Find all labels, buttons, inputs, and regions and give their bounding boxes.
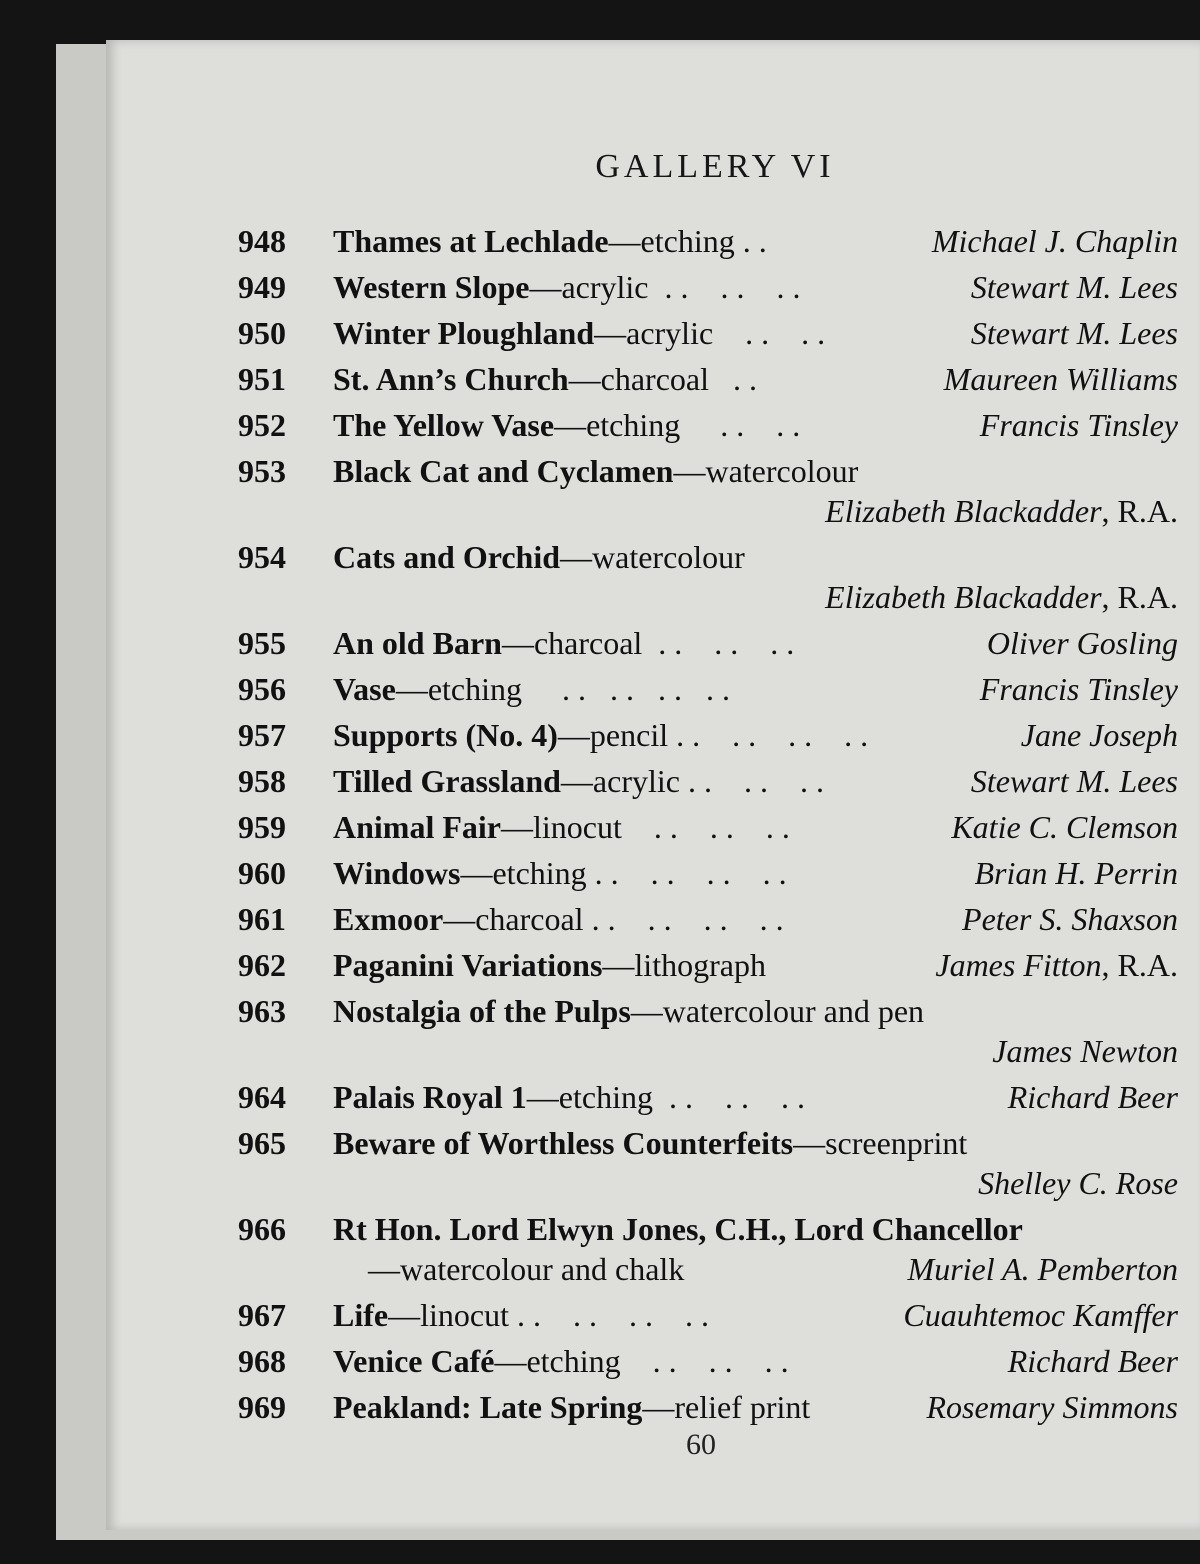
entry-medium: —watercolour and pen xyxy=(630,993,925,1029)
entry-artist: Stewart M. Lees xyxy=(970,269,1178,305)
entry-title: Rt Hon. Lord Elwyn Jones, C.H., Lord Chancellor xyxy=(333,1211,1023,1247)
entry-title: Black Cat and Cyclamen xyxy=(333,453,674,489)
entry-number: 967 xyxy=(238,1297,286,1333)
catalogue-entry xyxy=(238,218,1178,264)
catalogue-list xyxy=(238,218,1178,1430)
entry-artist: Michael J. Chaplin xyxy=(931,223,1178,259)
entry-artist: Maureen Williams xyxy=(943,361,1178,397)
entry-artist: Oliver Gosling xyxy=(986,625,1178,661)
entry-medium: —acrylic xyxy=(529,269,649,305)
entry-artist: James Fitton xyxy=(935,947,1102,983)
entry-number: 956 xyxy=(238,671,286,707)
gallery-title: GALLERY VI xyxy=(595,148,835,185)
entry-title: Nostalgia of the Pulps xyxy=(333,993,631,1029)
entry-number: 959 xyxy=(238,809,286,845)
catalogue-entry xyxy=(238,1120,1178,1206)
entry-medium: —watercolour and chalk xyxy=(368,1251,685,1287)
entry-leader: . . . . . . xyxy=(648,269,801,305)
catalogue-entry xyxy=(238,758,1178,804)
entry-title: Cats and Orchid xyxy=(333,539,561,575)
entry-artist: Katie C. Clemson xyxy=(951,809,1178,845)
entry-number: 953 xyxy=(238,453,286,489)
entry-artist: Francis Tinsley xyxy=(979,671,1178,707)
entry-number: 949 xyxy=(238,269,286,305)
catalogue-entry xyxy=(238,264,1178,310)
entry-title: An old Barn xyxy=(333,625,502,661)
entry-number: 958 xyxy=(238,763,286,799)
entry-title: Vase xyxy=(333,671,396,707)
entry-title: Tilled Grassland xyxy=(333,763,561,799)
entry-number: 962 xyxy=(238,947,286,983)
entry-medium: —relief print xyxy=(642,1389,811,1425)
entry-number: 964 xyxy=(238,1079,286,1115)
entry-title: Windows xyxy=(333,855,461,891)
entry-title: Paganini Variations xyxy=(333,947,603,983)
entry-title: Animal Fair xyxy=(333,809,501,845)
entry-medium: —etching xyxy=(395,671,523,707)
entry-artist: James Newton xyxy=(992,1033,1178,1069)
entry-artist: Stewart M. Lees xyxy=(970,315,1178,351)
entry-leader: . . . . xyxy=(713,315,826,351)
entry-title: Life xyxy=(333,1297,389,1333)
entry-leader: . . xyxy=(709,361,757,397)
entry-medium: —etching xyxy=(526,1079,653,1115)
entry-medium: —linocut xyxy=(388,1297,509,1333)
catalogue-entry xyxy=(238,1292,1178,1338)
catalogue-entry xyxy=(238,712,1178,758)
entry-artist: Shelley C. Rose xyxy=(978,1165,1178,1201)
entry-medium: —etching xyxy=(554,407,681,443)
catalogue-entry xyxy=(238,1338,1178,1384)
entry-leader: . . . . xyxy=(680,407,801,443)
entry-leader: . . . . . . . . xyxy=(522,671,731,707)
entry-title: Peakland: Late Spring xyxy=(333,1389,643,1425)
catalogue-entry xyxy=(238,896,1178,942)
entry-title: Supports (No. 4) xyxy=(333,717,558,753)
entry-artist: Cuauhtemoc Kamffer xyxy=(903,1297,1178,1333)
catalogue-entry xyxy=(238,1206,1178,1292)
entry-number: 968 xyxy=(238,1343,286,1379)
entry-leader: . . xyxy=(734,223,767,259)
entry-medium: —watercolour xyxy=(560,539,745,575)
entry-leader: . . . . . . . . xyxy=(586,855,787,891)
entry-medium: —etching xyxy=(460,855,587,891)
catalogue-entry xyxy=(238,310,1178,356)
catalogue-entry xyxy=(238,356,1178,402)
entry-leader: . . . . . . . . xyxy=(508,1297,709,1333)
entry-number: 952 xyxy=(238,407,286,443)
entry-medium: —pencil xyxy=(557,717,669,753)
entry-title: Winter Ploughland xyxy=(333,315,595,351)
entry-medium: —etching xyxy=(608,223,735,259)
entry-title: The Yellow Vase xyxy=(333,407,555,443)
entry-title: Exmoor xyxy=(333,901,444,937)
entry-artist-suffix: , R.A. xyxy=(1101,493,1178,529)
entry-artist: Brian H. Perrin xyxy=(974,855,1178,891)
entry-artist: Jane Joseph xyxy=(1020,717,1178,753)
entry-artist-suffix: , R.A. xyxy=(1101,947,1178,983)
entry-title: Venice Café xyxy=(333,1343,495,1379)
catalogue-entry xyxy=(238,804,1178,850)
entry-number: 951 xyxy=(238,361,286,397)
entry-number: 955 xyxy=(238,625,286,661)
entry-artist: Elizabeth Blackadder xyxy=(825,493,1102,529)
entry-medium: —charcoal xyxy=(501,625,643,661)
entry-leader: . . . . . . xyxy=(652,1079,805,1115)
entry-artist: Richard Beer xyxy=(1007,1079,1178,1115)
entry-artist: Francis Tinsley xyxy=(979,407,1178,443)
entry-number: 957 xyxy=(238,717,286,753)
entry-leader: . . . . . . xyxy=(621,809,790,845)
entry-leader: . . . . . . xyxy=(642,625,795,661)
catalogue-entry xyxy=(238,620,1178,666)
entry-artist: Muriel A. Pemberton xyxy=(907,1251,1178,1287)
entry-leader: . . . . . . . . xyxy=(583,901,784,937)
entry-number: 954 xyxy=(238,539,286,575)
entry-artist: Elizabeth Blackadder xyxy=(825,579,1102,615)
catalogue-entry xyxy=(238,534,1178,620)
entry-title: Beware of Worthless Counterfeits xyxy=(333,1125,794,1161)
entry-medium: —watercolour xyxy=(673,453,859,489)
entry-title: Thames at Lechlade xyxy=(333,223,609,259)
entry-number: 969 xyxy=(238,1389,286,1425)
entry-number: 965 xyxy=(238,1125,286,1161)
entry-medium: —charcoal xyxy=(568,361,709,397)
entry-medium: —lithograph xyxy=(602,947,766,983)
catalogue-entry xyxy=(238,850,1178,896)
catalogue-entry xyxy=(238,1074,1178,1120)
entry-number: 948 xyxy=(238,223,286,259)
entry-number: 950 xyxy=(238,315,286,351)
entry-number: 966 xyxy=(238,1211,286,1247)
entry-medium: —acrylic xyxy=(560,763,680,799)
catalogue-entry xyxy=(238,988,1178,1074)
entry-title: St. Ann’s Church xyxy=(333,361,569,397)
entry-artist: Stewart M. Lees xyxy=(970,763,1178,799)
catalogue-entry xyxy=(238,448,1178,534)
entry-leader: . . . . . . . . xyxy=(668,717,869,753)
entry-medium: —screenprint xyxy=(793,1125,968,1161)
entry-medium: —linocut xyxy=(500,809,622,845)
entry-leader: . . . . . . xyxy=(679,763,824,799)
entry-artist-suffix: , R.A. xyxy=(1101,579,1178,615)
catalogue-entry xyxy=(238,1384,1178,1430)
entry-medium: —acrylic xyxy=(594,315,714,351)
catalogue-entry xyxy=(238,402,1178,448)
entry-title: Western Slope xyxy=(333,269,530,305)
entry-medium: —charcoal xyxy=(443,901,584,937)
catalogue-entry xyxy=(238,666,1178,712)
entry-number: 960 xyxy=(238,855,286,891)
entry-artist: Richard Beer xyxy=(1007,1343,1178,1379)
entry-leader: . . . . . . xyxy=(620,1343,789,1379)
entry-title: Palais Royal 1 xyxy=(333,1079,527,1115)
entry-number: 961 xyxy=(238,901,286,937)
catalogue-entry xyxy=(238,942,1178,988)
entry-number: 963 xyxy=(238,993,286,1029)
entry-artist: Peter S. Shaxson xyxy=(962,901,1178,937)
page-number: 60 xyxy=(686,1428,716,1461)
entry-medium: —etching xyxy=(494,1343,621,1379)
entry-artist: Rosemary Simmons xyxy=(926,1389,1178,1425)
